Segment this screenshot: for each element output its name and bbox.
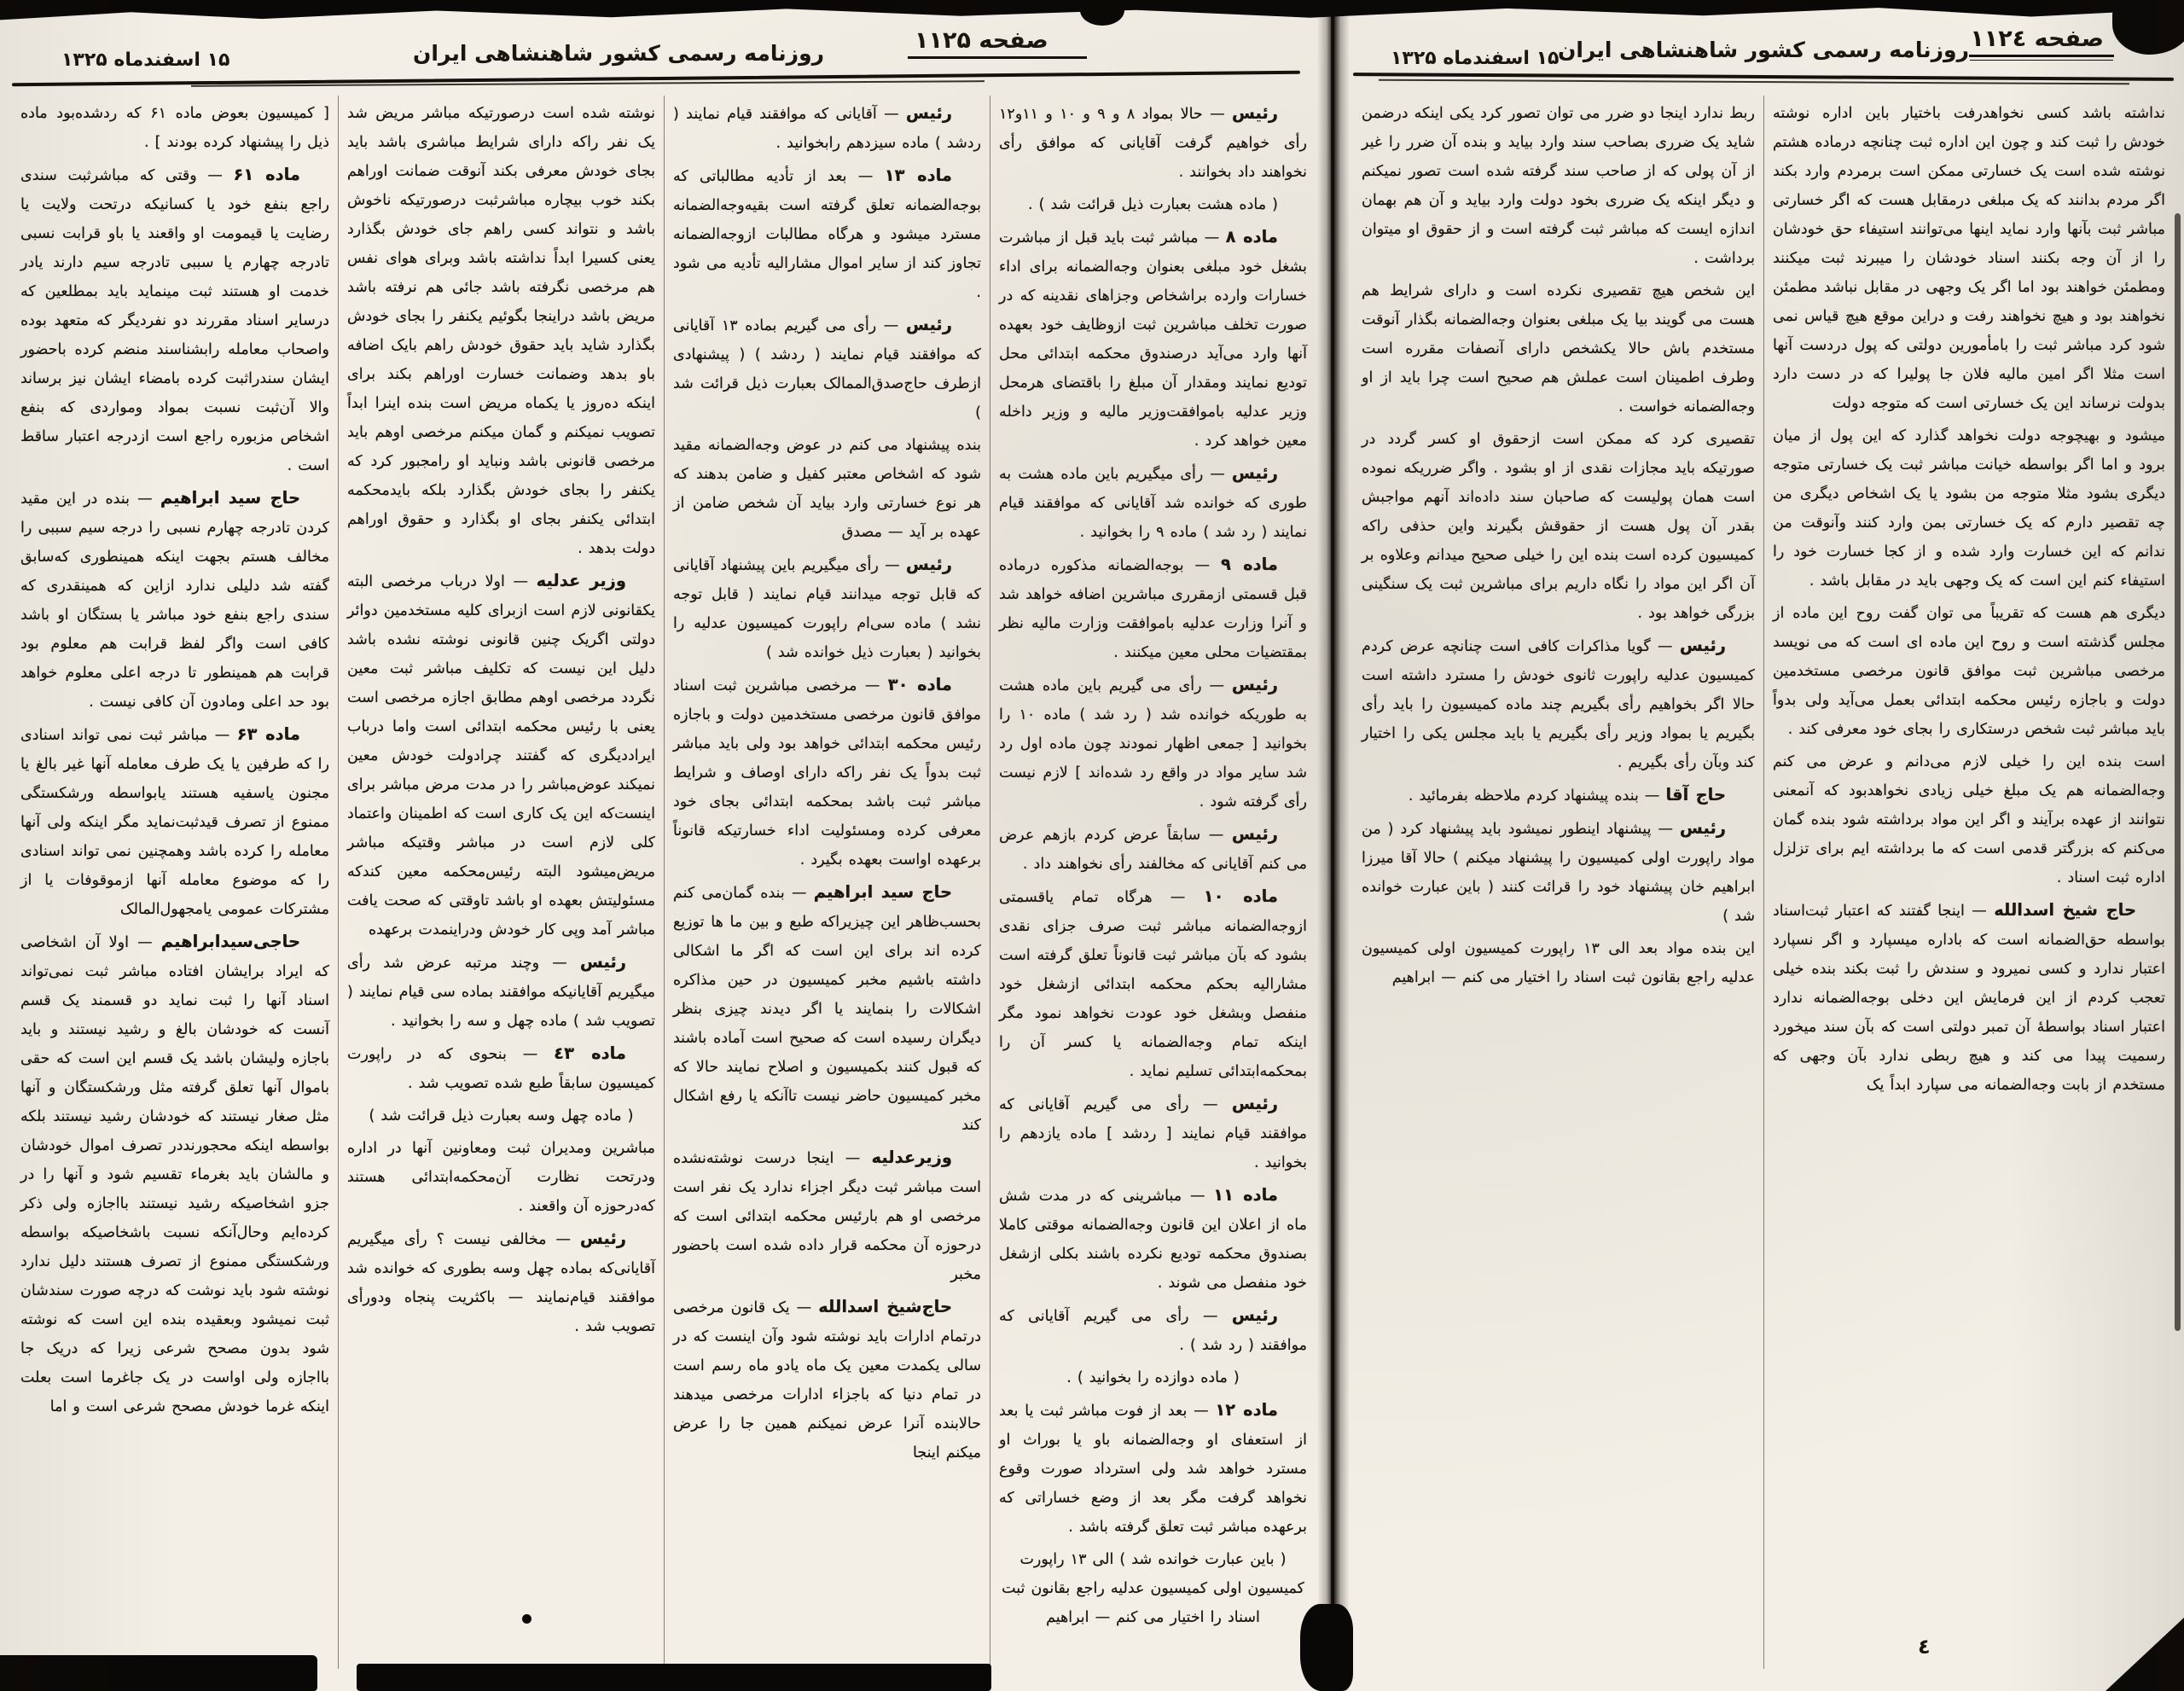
speaker-name: حاجی‌سیدابراهیم — [160, 932, 300, 951]
speaker-name: ماده ۱۰ — [1203, 886, 1279, 906]
speaker-name: وزیرعدلیه — [871, 1148, 952, 1167]
column-1 — [1763, 96, 2174, 1669]
paragraph: حاج آقا — بنده پیشنهاد کردم ملاحظه بفرمائید . — [1408, 785, 1726, 805]
speaker-name: ماده ۱۲ — [1215, 1400, 1279, 1420]
sheet-signature-mark: ٤ — [1918, 1635, 1931, 1659]
page-number: صفحه ۱۱۲٤ — [1970, 26, 2104, 52]
paragraph: دیگری هم هست که تقریباً می توان گفت روح این ماده از مجلس گذشته است و روح این ماده ای است که می نویسد مرخصی مباشرین ثبت موافق قانون مرخصی مستخدمین دولت و باجازه رئیس محکمه ابتدائی بعمل می‌آید ولی بدواً باید مباشر ثبت شخص درستکاری را بجای خود معرفی کند . — [1773, 605, 2165, 738]
scan-artifact-bottom-center — [357, 1664, 991, 1691]
speaker-name: رئیس — [1231, 824, 1278, 844]
page-number-underline — [908, 56, 1087, 59]
scan-artifact-bottom-left — [0, 1655, 317, 1691]
paragraph: رئیس — مخالفی نیست ؟ رأی میگیریم آقایانی‌که بماده چهل وسه بطوری که خوانده شد موافقند قیام‌نمایند — باکثریت پنجاه ودورأی تصویب شد . — [347, 1229, 655, 1335]
paragraph: است بنده این را خیلی لازم می‌دانم و عرض می کنم وجه‌الضمانه هم یک مبلغ خیلی زیادی نخواهدبود که آنمعنی نتوانند از عهده برآیند و اگر این مواد برداشته شود بنده گمان می‌کنم که بزرگتر قدمی است که ما برداشته ایم برای تزلزل اداره ثبت اسناد . — [1773, 753, 2165, 886]
paragraph: وزیر عدلیه — اولا درباب مرخصی البته یکقانونی لازم است ازبرای کلیه مستخدمین دوائر دولتی اگریک چنین قانونی نوشته نشده باشد دلیل این نیست که تکلیف مباشر ثبت معین نگردد مرخصی اوهم مطابق اجازه مرخصی است یعنی با رئیس محکمه ابتدائی است واما درباب ایراددیگری که گفتند چرادولت خودش معین نمیکند عوض‌مباشر را در مدت مرض مباشر برای اینست‌که این یک کاری است که اطمینان واعتماد کلی لازم است در مباشر وقتیکه مباشر مریض‌میشود البته رئیس‌محکمه معین کندکه مسئولیتش بعهده او باشد تاوقتی که صحت یافت مباشر آمد وپی کار خودش ودراینمدت برعهده — [347, 571, 655, 938]
speaker-name: رئیس — [905, 103, 952, 123]
paragraph: [ کمیسیون بعوض ماده ۶۱ که ردشده‌بود ماده ذیل را پیشنهاد کرده بودند ] . — [20, 105, 329, 151]
speaker-name: رئیس — [905, 315, 952, 334]
speaker-name: حاج‌شیخ اسدالله — [818, 1297, 953, 1316]
column-1 — [990, 96, 1316, 1669]
paragraph: بنده پیشنهاد می کنم در عوض وجه‌الضمانه مقید شود که اشخاص معتبر کفیل و ضامن بدهند که هر نوع خسارتی وارد بیاید آن شخص ضامن از عهده بر آید — مصدق — [673, 437, 981, 541]
speaker-name: رئیس — [1231, 675, 1278, 694]
speaker-name: ماده ۹ — [1220, 555, 1278, 574]
issue-date: ۱۵ اسفندماه ۱۳۲۵ — [1391, 48, 1560, 69]
speaker-name: ماده ٤۳ — [554, 1043, 626, 1063]
speaker-name: حاج سید ابراهیم — [160, 488, 301, 508]
paragraph: مباشرین ومدیران ثبت ومعاونین آنها در اداره ودرتحت نظارت آن‌محکمه‌ابتدائی هستند که‌درحوزه آن واقعند . — [347, 1140, 655, 1215]
paragraph: ماده ۳۰ — مرخصی مباشرین ثبت اسناد موافق قانون مرخصی مستخدمین دولت و باجازه رئیس محکمه ابتدائی خواهد بود ولی باید مباشر ثبت بدواً یک نفر راکه دارای اوصاف و شرایط مباشر ثبت باشد بمحکمه ابتدائی بجای خود معرفی کرده ومسئولیت اداء خسارتیکه قانوناً برعهده اواست بعهده بگیرد . — [673, 675, 981, 869]
speaker-name: ماده ۱۳ — [884, 166, 952, 185]
speaker-name: رئیس — [579, 952, 626, 972]
page-number: صفحه ۱۱۲۵ — [915, 27, 1048, 54]
paragraph: رئیس — رأی می گیریم باین ماده هشت به طوریکه خوانده شد ( رد شد ) ماده ۱۰ را بخوانید [ جمعی اظهار نمودند چون ماده اول رد شد سایر مواد در واقع رد شده‌اند ] لازم نیست رأی گرفته شود . — [999, 675, 1307, 811]
stage-direction: ( ماده هشت بعبارت ذیل قرائت شد ) . — [1028, 196, 1278, 213]
paragraph: این بنده مواد بعد الی ۱۳ راپورت کمیسیون اولی کمیسیون عدلیه راجع بقانون ثبت اسناد را اختیار می کنم — ابراهیم — [1362, 940, 1755, 986]
newspaper-title: روزنامه رسمی کشور شاهنشاهی ایران — [413, 41, 825, 66]
page-number-underline — [1969, 55, 2114, 57]
column-2 — [664, 96, 990, 1669]
stage-direction: ( ماده چهل وسه بعبارت ذیل قرائت شد ) — [369, 1107, 634, 1124]
speaker-name: ماده ۱۱ — [1213, 1185, 1279, 1205]
speaker-name: رئیس — [1231, 463, 1278, 483]
paragraph: میشود و بهیچوجه دولت نخواهد گذارد که این پول از میان برود و اما اگر بواسطه خیانت مباشر ثبت یک خسارتی متوجه دیگری بشود مثلا متوجه من بشود یا یک اشخاص دیگری من چه تقصیر دارم که یک خسارتی بمن وارد کنند وآنوقت من ندانم که این خسارت وارد شده و از کجا خسارت خود را استیفاء کنم این است که یک وجهی باید در مقابل باشد . — [1773, 427, 2165, 590]
scan-artifact-right-edge — [2175, 213, 2181, 1331]
stage-direction: ( باین عبارت خوانده شد ) الی ۱۳ راپورت کمیسیون اولی کمیسیون عدلیه راجع بقانون ثبت اسناد را اختیار می کنم — ابراهیم — [1002, 1551, 1304, 1626]
page-fold-line — [1331, 0, 1334, 1691]
paragraph: حاج سید ابراهیم — بنده گمان‌می کنم بحسب‌ظاهر این چیزیراکه طبع و بین ما ها توزیع کرده اند برای این است که اگر ما اشکالی داشته باشیم مخبر کمیسیون در حین مذاکره اشکالات را بنمایند یا اگر دیدند چیزی بنظر دیگران رسیده است که صحیح است آماده باشند که قبول کنند بکمیسیون و اصلاح نمایند حالا که مخبر کمیسیون حاضر نیست تاآنکه یا رفع اشکال کند — [673, 882, 981, 1134]
paragraph: رئیس — رأی میگیریم باین پیشنهاد آقایانی که قابل توجه میدانند قیام نمایند ( قابل توجه نشد ) ماده سی‌ام راپورت کمیسیون عدلیه را بخوانید ( بعبارت ذیل خوانده شد ) — [673, 555, 981, 661]
paragraph: رئیس — رأی می گیریم آقایانی که موافقند ( رد شد ) . — [999, 1305, 1307, 1354]
paragraph: ربط ندارد اینجا دو ضرر می توان تصور کرد یکی اینکه درضمن شاید یک ضرری بصاحب سند وارد بیاید و بنده آن ضرر را غیر از آن پولی که از صاحب سند گرفته شده است تصور نمیکنم و دیگر اینکه یک ضرری بخود دولت وارد بیاید و آن هم بهمان اندازه ایست که مباشر ثبت گرفته است و از حقوق او میتوان برداشت . — [1362, 105, 1755, 267]
column-2 — [1353, 96, 1763, 1669]
stage-direction: ( ماده دوازده را بخوانید ) . — [1066, 1369, 1240, 1386]
speaker-name: رئیس — [1231, 1094, 1278, 1113]
speaker-name: رئیس — [905, 555, 952, 574]
paragraph: رئیس — رأی می گیریم بماده ۱۳ آقایانی که موافقند قیام نمایند ( ردشد ) ( پیشنهادی ازطرف حاج‌صدق‌الممالک بعبارت ذیل قرائت شد ) — [673, 315, 981, 421]
speaker-name: رئیس — [1231, 1305, 1278, 1325]
paragraph: تقصیری کرد که ممکن است ازحقوق او کسر گردد در صورتیکه باید مجازات نقدی از او بشود . واگر ضرریکه نموده است همان پولیست که صاحبان سند داده‌اند آنهم مواجبش بقدر آن پول هست از حقوقش بگیرند واین حذفی راکه کمیسیون کرده است بنده این را خیلی صحیح میدانم وعلاوه بر آن اگر این مواد را نگاه داریم برای مباشرین ثبت یک سنگینی بزرگی خواهد بود . — [1362, 431, 1755, 622]
paragraph: رئیس — گویا مذاکرات کافی است چنانچه عرض کردم کمیسیون عدلیه راپورت ثانوی خودش را مسترد داشته است حالا اگر بخواهیم رأی بگیریم چند ماده کمیسیون را باید رأی بگیریم یا بمواد وزیر رأی بگیریم یا باید مجلس یکی را اختیار کند وبآن رأی بگیریم . — [1362, 636, 1755, 771]
paragraph: ماده ۱۳ — بعد از تأدیه مطالباتی که بوجه‌الضمانه تعلق گرفته است بقیه‌وجه‌الضمانه مسترد میشود و هرگاه مطالبات ازوجه‌الضمانه تجاوز کند از سایر اموال مشارالیه تأدیه می شود . — [673, 166, 981, 301]
paragraph: رئیس — سابقاً عرض کردم بازهم عرض می کنم آقایانی که مخالفند رأی نخواهند داد . — [999, 824, 1307, 873]
speaker-name: وزیر عدلیه — [536, 571, 626, 590]
paragraph: ماده ٤۳ — بنحوی که در راپورت کمیسیون سابقاً طبع شده تصویب شد . — [347, 1043, 655, 1092]
newspaper-title: روزنامه رسمی کشور شاهنشاهی ایران — [1557, 38, 1969, 62]
paragraph: ماده ۶۳ — مباشر ثبت نمی تواند اسنادی را که طرفین یا یک طرف معامله آنها غیر بالغ یا مجنون یاسفیه هستند یابواسطه ورشکستگی ممنوع از تصرف قیدثبت‌نماید مگر اینکه ولی آنها معامله را کرده باشد وهمچنین نمی تواند اسنادی را که موضوع معامله آنها ازموقوفات یا از مشترکات عمومی یامجهول‌المالک — [20, 724, 329, 918]
issue-date: ۱۵ اسفندماه ۱۳۲۵ — [61, 49, 230, 71]
speaker-name: ماده ۶۳ — [236, 724, 300, 744]
paragraph: ماده ۶۱ — وقتی که مباشرثبت سندی راجع بنفع خود یا کسانیکه درتحت ولایت یا رضایت یا قیمومت او واقعند یا باو قرابت نسبی تادرجه چهارم یا سببی تادرجه سیم دارند یادر خدمت او هستند ثبت مینماید باید بمطلعین که درسایر اسناد مقررند دو نفردیگر که متعهد بوده واصحاب معامله رابشناسند منضم کرده باحضور ایشان سندراثبت کرده بامضاء ایشان نیز برساند والا آن‌ثبت نسبت بمواد ومواردی که بنفع اشخاص مزبوره راجع است ازدرجه اعتبار ساقط است . — [20, 165, 329, 474]
paragraph: وزیرعدلیه — اینجا درست نوشته‌نشده است مباشر ثبت دیگر اجزاء ندارد یک نفر است مرخصی او هم بارئیس محکمه ابتدائی است که درحوزه آن محکمه قرار داده شده است باحضور مخبر — [673, 1148, 981, 1283]
speaker-name: رئیس — [1679, 818, 1726, 838]
paragraph: حاجی‌سیدابراهیم — اولا آن اشخاصی که ایراد برایشان افتاده مباشر ثبت نمی‌تواند اسناد آنها را ثبت نماید دو قسمند یک قسم آنست که خودشان بالغ و رشید نیستند و باید باجازه ولیشان باشد یک قسم این است که حقی باموال آنها تعلق گرفته مثل ورشکستگان و آنها مثل صغار نیستند که خودشان رشید نیستند بلکه بواسطه اینکه محجورنددر تصرف اموال خودشان و مالشان باید بغرماء تقسیم شود و آنها را در جزو اشخاصیکه رشید نیستند بااجازه ولی ذکر کرده‌ایم وحال‌آنکه نسبت باشخاصیکه بواسطه ورشکستگی ممنوع از تصرف هستند دلیل ندارد نوشته شود باید نوشت که درچه صورت سندشان ثبت نمیشود وبعقیده بنده این است که نوشته شود بدون مصحح شرعی زیرا که دریک جا بااجازه ولی اواست در یک جاغرما است بعلت اینکه غرما خودش مصحح شرعی است و اما — [20, 932, 329, 1415]
paragraph: ماده ۱۱ — مباشرینی که در مدت شش ماه از اعلان این قانون وجه‌الضمانه موقتی کاملا بصندوق محکمه تودیع نکرده باشند بکلی ازشغل خود منفصل می شوند . — [999, 1185, 1307, 1292]
paragraph: ماده ۱۰ — هرگاه تمام یاقسمتی ازوجه‌الضمانه مباشر ثبت صرف جزای نقدی بشود که بآن مباشر ثبت قانوناً تعلق گرفته است مشارالیه بحکم محکمه ابتدائی ازشغل خود منفصل وبشغل خود عودت نخواهد نمود مگر اینکه تمام وجه‌الضمانه یا کسر آن را بمحکمه‌ابتدائی تسلیم نماید . — [999, 886, 1307, 1080]
paragraph: ماده ۱۲ — بعد از فوت مباشر ثبت یا بعد از استعفای او وجه‌الضمانه باو یا بوراث او مسترد خواهد شد ولی استرداد صورت وقوع نخواهد گرفت مگر بعد از وضع خساراتی که برعهده مباشر ثبت تعلق گرفته باشد . — [999, 1400, 1307, 1536]
paragraph: حاج سید ابراهیم — بنده در این مقید کردن تادرجه چهارم نسبی را درجه سیم سببی را مخالف هستم بجهت اینکه همینطوری که‌سابق گفته شد دلیلی ندارد ازاین که همینقدری که سندی راجع بنفع خود مباشر یا بستگان او باشد کافی است واگر لفظ قرابت هم معلوم بود قرابت هم همینطور تا درجه اعلی معلوم خواهد بود حد اعلی ومادون آن کافی نیست . — [20, 488, 329, 711]
speaker-name: حاج شیخ اسدالله — [1994, 900, 2136, 920]
paragraph: رئیس — حالا بمواد ۸ و ۹ و ۱۰ و ۱۱و۱۲ رأی خواهیم گرفت آقایانی که موافق رأی نخواهند داد بخوانند . — [999, 103, 1307, 181]
paragraph: رئیس — رأی می گیریم آقایانی که موافقند قیام نمایند [ ردشد ] ماده یازدهم را بخوانید . — [999, 1094, 1307, 1171]
column-3 — [338, 96, 664, 1669]
paragraph: رئیس — آقایانی که موافقند قیام نمایند ( ردشد ) ماده سیزدهم رابخوانید . — [673, 103, 981, 152]
paragraph: رئیس — پیشنهاد اینطور نمیشود باید پیشنهاد کرد ( من مواد راپورت اولی کمیسیون را پیشنهاد میکنم ) حالا آقا میرزا ابراهیم خان پیشنهاد خود را قرائت کنند ( باین عبارت خوانده شد ) — [1362, 818, 1755, 925]
paragraph: حاج‌شیخ اسدالله — یک قانون مرخصی درتمام ادارات باید نوشته شود وآن اینست که در سالی یکمدت معین یک ماه یادو ماه رسم است در تمام دنیا که باجزاء ادارات مرخصی میدهند حالابنده آنرا عرض نمیکنم همین جا را عرض میکنم اینجا — [673, 1297, 981, 1461]
paragraph: نداشته باشد کسی نخواهدرفت باختیار باین اداره نوشته خودش را ثبت کند و چون این اداره ثبت چنانچه درماده هشتم نوشته شده است یک خسارتی ممکن است برمردم وارد بکند اگر مردم بدانند که یک مبلغی درمقابل هست که اگر خسارتی مباشر ثبت بآنها وارد نماید اینها می‌توانند استیفاء حق خودشان را از آن وجه بکنند اسناد خودشان را میبرند ثبت میکنند ومطمئن خواهند بود اما اگر یک وجهی در مقابل نباشد مطمئن نخواهند بود و هیچ نخواهند رفت و دراین موقع هیچ قیاس نمی شود کرد مباشر ثبت را بامأمورین دولتی که پول دردست آنها است مثلا اگر امین مالیه فلان جا پولیرا که در دست دارد بدولت نرساند این یک خسارتی است که متوجه دولت — [1773, 105, 2165, 412]
speaker-name: رئیس — [1231, 103, 1279, 123]
speaker-name: ماده ۸ — [1225, 227, 1278, 247]
paragraph: رئیس — رأی میگیریم باین ماده هشت به طوری که خوانده شد آقایانی که موافقند قیام نمایند ( رد شد ) ماده ۹ را بخوانید . — [999, 463, 1307, 541]
paragraph: ماده ۹ — بوجه‌الضمانه مذکوره درماده قبل قسمتی ازمقرری مباشرین اضافه خواهد شد و آنرا وزارت عدلیه باموافقت وزارت مالیه نظر بمقتضیات محلی معین میکنند . — [999, 555, 1307, 661]
speaker-name: ماده ۶۱ — [233, 165, 301, 184]
speaker-name: رئیس — [1679, 636, 1726, 655]
masthead-right — [1353, 22, 2174, 90]
paragraph: رئیس — وچند مرتبه عرض شد رأی میگیریم آقایانیکه موافقند بماده سی قیام نمایند ( تصویب شد ) ماده چهل و سه را بخوانید . — [347, 952, 655, 1030]
text-columns — [1353, 96, 2174, 1669]
paragraph: نوشته شده است درصورتیکه مباشر مریض شد یک نفر راکه دارای شرایط مباشری باشد باید بجای خودش معرفی بکند آنوقت ضمانت اوراهم بکند خوب بیچاره مباشرثبت درصورتیکه ناخوش باشد و نتواند کسی راهم جای خودش بگذارد یعنی کسیرا ابداً نداشته باشد وبرای هوای نفس هم مرخصی نگرفته باشد جائی هم نرفته باشد مریض باشد دراینجا بگوئیم یکنفر را بجای خودش بگذارد شاید باید حقوق خودش راهم بایک اضافه باو بدهد وضمانت خسارت اوراهم بکند برای اینکه ده‌روز یا یکماه مریض است بنده اینرا ابداً تصویب نمیکنم و گمان میکنم مرخصی اوهم باید مرخصی قانونی باشد ونباید او رامجبور کرد که یکنفر را بجای خودش بگذارد بلکه بایدمحکمه ابتدائی یکنفر بجای او بگذارد و حقوق اوراهم دولت بدهد . — [347, 105, 655, 557]
text-columns — [12, 96, 1316, 1669]
speaker-name: رئیس — [579, 1229, 626, 1248]
speaker-name: حاج آقا — [1665, 785, 1726, 805]
masthead-left — [12, 22, 1316, 90]
paragraph: حاج شیخ اسدالله — اینجا گفتند که اعتبار ثبت‌اسناد بواسطه حق‌الضمانه است که باداره میسپارد و اگر نسپارد اعتبار ندارد و کسی نمیرود و سندش را ثبت بکند بنده خیلی تعجب کردم از این فرمایش این دخلی بوجه‌الضمانه ندارد اعتبار اسناد بواسطهٔ آن تمبر دولتی است که بآن سند میخورد رسمیت پیدا می کند و هیچ ربطی ندارد بآن وجهی که مستخدم از بابت وجه‌الضمانه می سپارد ابداً یک — [1773, 900, 2165, 1094]
scan-artifact-gutter-bottom — [1300, 1604, 1353, 1691]
speaker-name: حاج سید ابراهیم — [813, 882, 952, 902]
paragraph: این شخص هیچ تقصیری نکرده است و دارای شرایط هم هست می گویند بیا یک مبلغی بعنوان وجه‌الضمانه بگذار آنوقت مستخدم باش حالا یکشخص دارای آنصفات مقرره است وطرف اطمینان است عملش هم صحیح است چرا باید از او وجه‌الضمانه خواست . — [1362, 282, 1755, 415]
scan-artifact-dot — [522, 1614, 531, 1624]
column-4 — [12, 96, 338, 1669]
paragraph: ماده ۸ — مباشر ثبت باید قبل از مباشرت بشغل خود مبلغی بعنوان وجه‌الضمانه برای اداء خسارات وارده براشخاص وجزاهای نقدینه که در صورت تخلف مباشرین ثبت ازوظایف خود بعهده آنها وارد می‌آید درصندوق محکمه ابتدائی محل تودیع نمایند ومقدار آن مبلغ را باقتضای هرمحل وزیر عدلیه باموافقت‌وزیر مالیه و وزیر داخله معین خواهد کرد . — [999, 227, 1307, 450]
speaker-name: ماده ۳۰ — [887, 675, 953, 694]
